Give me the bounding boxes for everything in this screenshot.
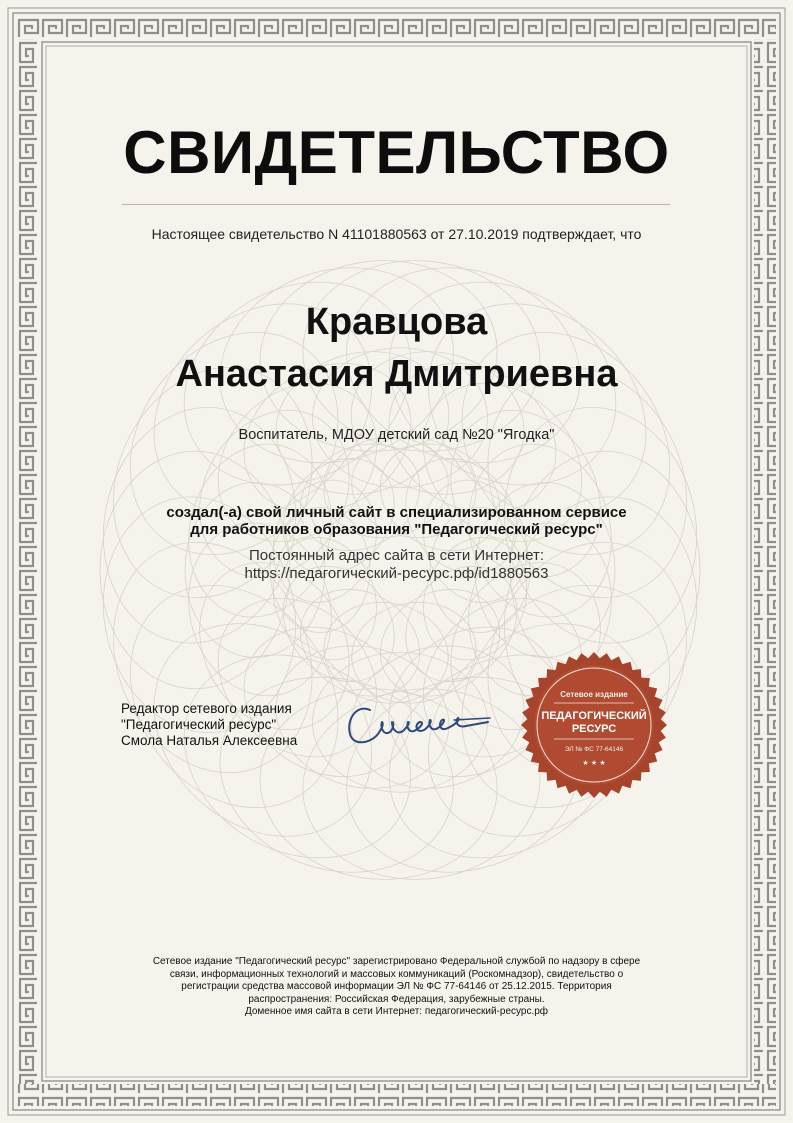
site-address bbox=[0, 547, 793, 583]
achievement-text bbox=[0, 504, 793, 538]
recipient-position: Воспитатель, МДОУ детский сад №20 "Ягодка" bbox=[238, 427, 555, 443]
seal-registration-number: ЭЛ № ФС 77-64146 bbox=[564, 746, 624, 753]
footer-line-5: Доменное имя сайта в сети Интернет: педагогический-ресурс.рф bbox=[244, 1006, 549, 1018]
editor-block bbox=[121, 701, 297, 749]
recipient-given-names: Анастасия Дмитриевна bbox=[175, 353, 618, 395]
seal-stars: ★ ★ ★ bbox=[582, 759, 606, 767]
certificate-title: СВИДЕТЕЛЬСТВО bbox=[123, 119, 670, 186]
site-address-url: https://педагогический-ресурс.рф/id1880563 bbox=[244, 565, 549, 582]
achievement-line-1: создал(-а) свой личный сайт в специализированном сервисе bbox=[166, 504, 627, 521]
footer-line-2: связи, информационных технологий и массовых коммуникаций (Роскомнадзор), свидетельство о bbox=[169, 968, 624, 980]
site-address-label: Постоянный адрес сайта в сети Интернет: bbox=[248, 547, 545, 564]
seal-main-line-2: РЕСУРС bbox=[571, 723, 617, 735]
editor-line-2: "Педагогический ресурс" bbox=[121, 717, 277, 732]
editor-line-3: Смола Наталья Алексеевна bbox=[121, 733, 298, 748]
registration-footer bbox=[110, 956, 683, 1019]
editor-line-1: Редактор сетевого издания bbox=[121, 701, 292, 716]
footer-line-1: Сетевое издание "Педагогический ресурс" зарегистрировано Федеральной службой по надзору в сфере bbox=[152, 956, 641, 967]
title-divider bbox=[122, 204, 670, 205]
footer-line-3: регистрации средства массовой информации ЭЛ № ФС 77-64146 от 25.12.2015. Территория bbox=[181, 981, 612, 993]
seal-main-line-1: ПЕДАГОГИЧЕСКИЙ bbox=[541, 710, 647, 722]
recipient-surname: Кравцова bbox=[305, 301, 488, 343]
editor-signature bbox=[340, 696, 500, 756]
publisher-seal bbox=[520, 651, 668, 799]
certificate-intro: Настоящее свидетельство N 41101880563 от 27.10.2019 подтверждает, что bbox=[151, 226, 642, 242]
recipient-name bbox=[0, 296, 793, 400]
achievement-line-2: для работников образования "Педагогический ресурс" bbox=[190, 521, 603, 538]
footer-line-4: распространения: Российская Федерация, зарубежные страны. bbox=[248, 993, 545, 1005]
seal-top-text: Сетевое издание bbox=[560, 690, 628, 699]
